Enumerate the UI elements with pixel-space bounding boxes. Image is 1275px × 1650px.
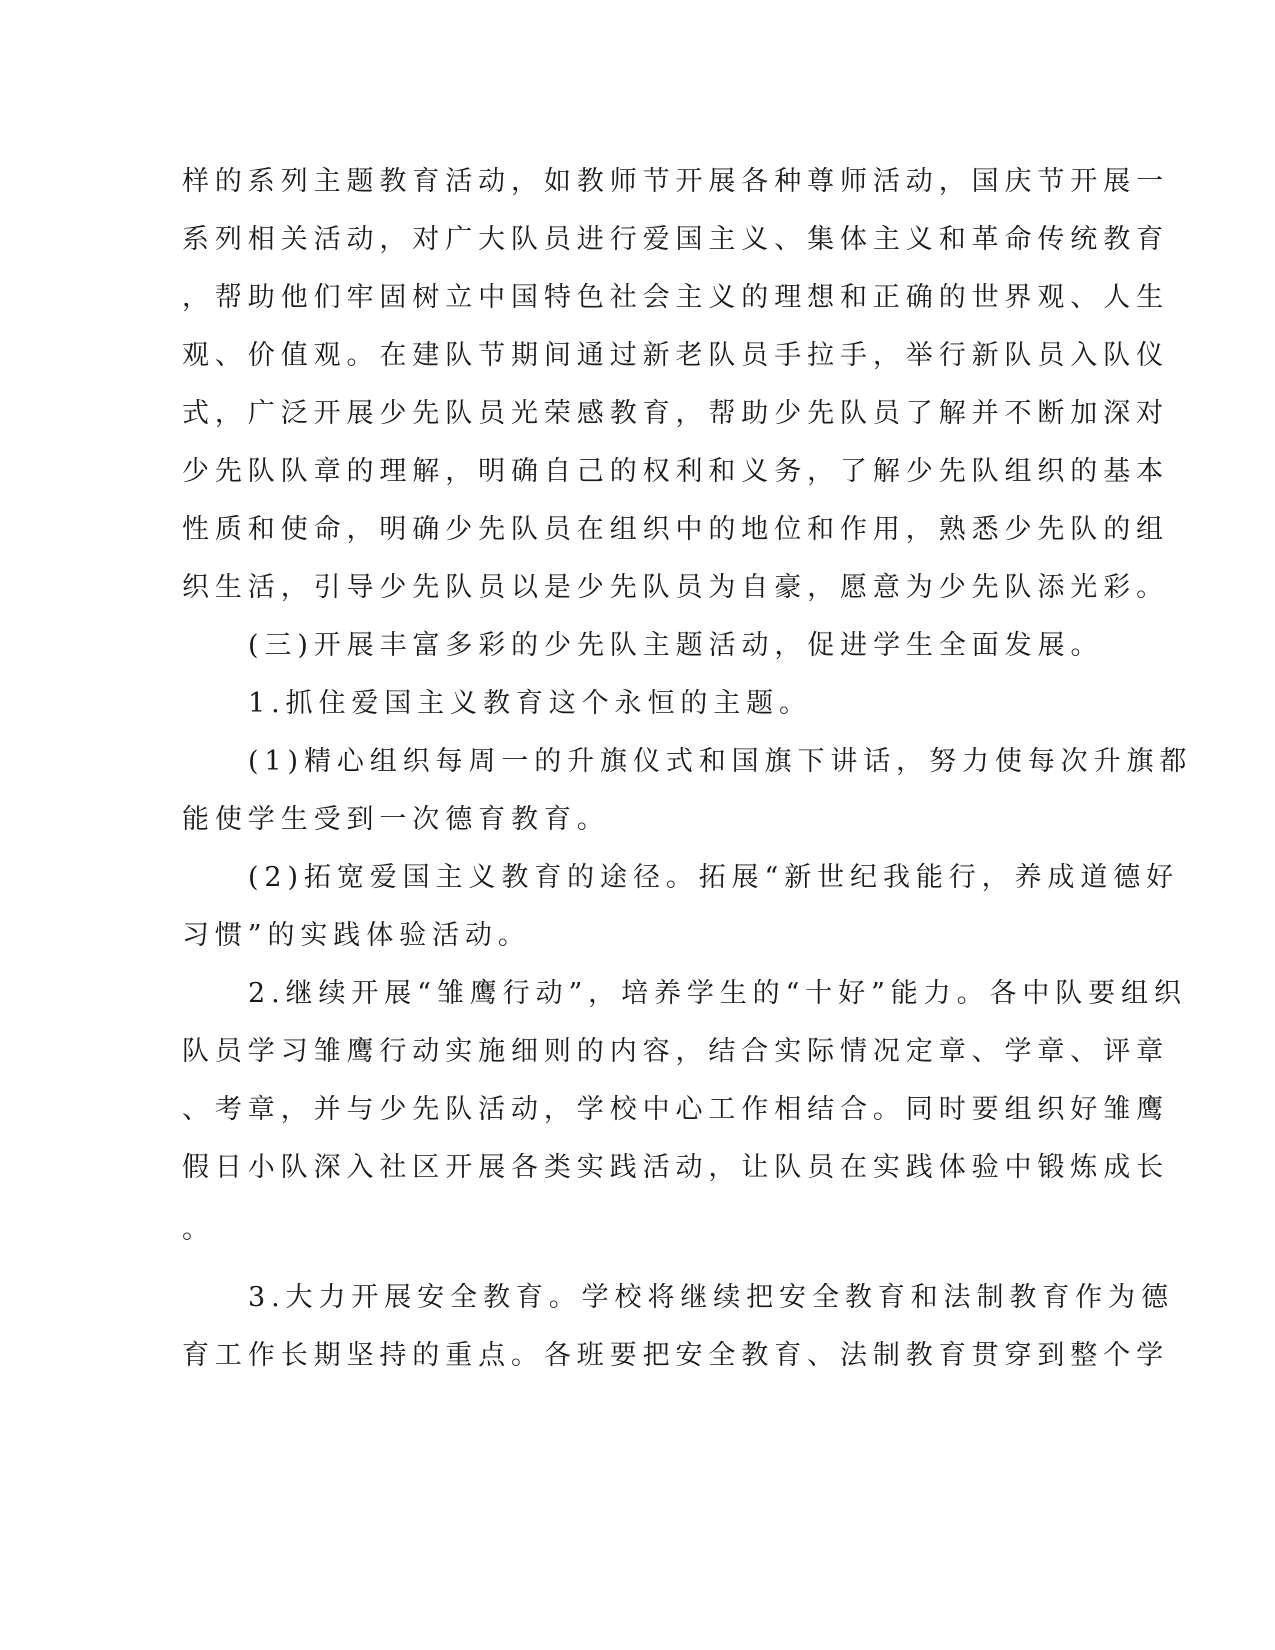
paragraph-line: 能使学生受到一次德育教育。 (182, 804, 610, 835)
paragraph-line: 少先队队章的理解，明确自己的权利和义务，了解少先队组织的基本 (182, 456, 1169, 487)
paragraph-line: 系列相关活动，对广大队员进行爱国主义、集体主义和革命传统教育 (182, 224, 1169, 255)
paragraph-line: ，帮助他们牢固树立中国特色社会主义的理想和正确的世界观、人生 (182, 282, 1169, 313)
paragraph-line: (1)精心组织每周一的升旗仪式和国旗下讲话，努力使每次升旗都 (248, 746, 1193, 777)
section-heading: (三)开展丰富多彩的少先队主题活动，促进学生全面发展。 (248, 630, 1104, 661)
paragraph-line: 假日小队深入社区开展各类实践活动，让队员在实践体验中锻炼成长 (182, 1152, 1169, 1183)
paragraph-line: 习惯”的实践体验活动。 (182, 920, 531, 951)
paragraph-line: 队员学习雏鹰行动实施细则的内容，结合实际情况定章、学章、评章 (182, 1036, 1169, 1067)
subsection-heading: 1.抓住爱国主义教育这个永恒的主题。 (248, 688, 812, 719)
paragraph-line: (2)拓宽爱国主义教育的途径。拓展“新世纪我能行，养成道德好 (248, 862, 1180, 893)
paragraph-line: 织生活，引导少先队员以是少先队员为自豪，愿意为少先队添光彩。 (182, 572, 1169, 603)
paragraph-line: 。 (182, 1214, 215, 1245)
paragraph-line: 育工作长期坚持的重点。各班要把安全教育、法制教育贯穿到整个学 (182, 1340, 1169, 1371)
paragraph-line: 、考章，并与少先队活动，学校中心工作相结合。同时要组织好雏鹰 (182, 1094, 1169, 1125)
paragraph-line: 式，广泛开展少先队员光荣感教育，帮助少先队员了解并不断加深对 (182, 398, 1169, 429)
paragraph-line: 3.大力开展安全教育。学校将继续把安全教育和法制教育作为德 (248, 1282, 1174, 1313)
paragraph-line: 2.继续开展“雏鹰行动”，培养学生的“十好”能力。各中队要组织 (248, 978, 1187, 1009)
paragraph-line: 样的系列主题教育活动，如教师节开展各种尊师活动，国庆节开展一 (182, 166, 1169, 197)
paragraph-line: 性质和使命，明确少先队员在组织中的地位和作用，熟悉少先队的组 (182, 514, 1169, 545)
paragraph-line: 观、价值观。在建队节期间通过新老队员手拉手，举行新队员入队仪 (182, 340, 1169, 371)
